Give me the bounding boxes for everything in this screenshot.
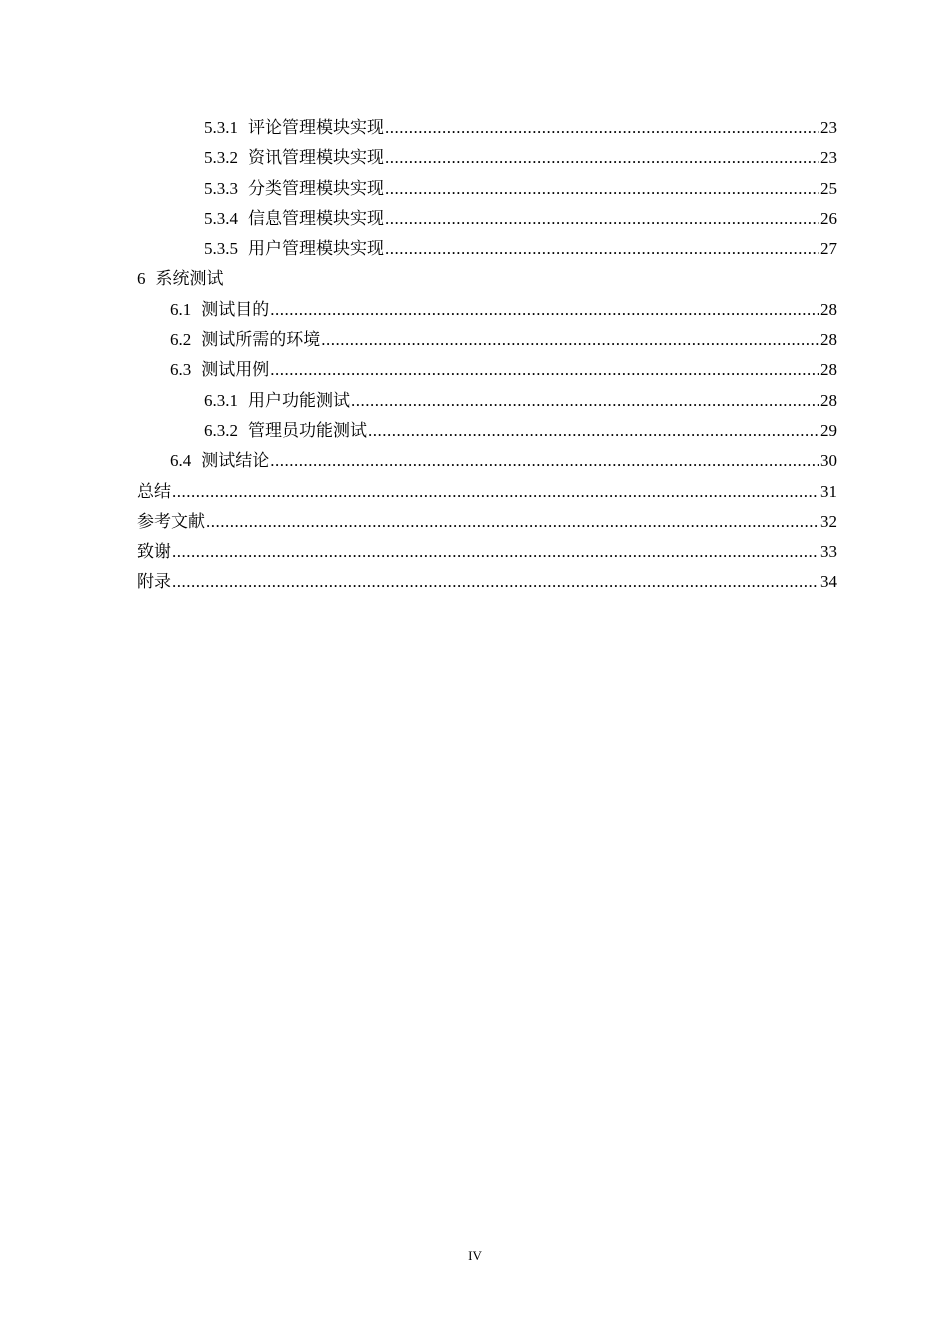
toc-entry-number: 6.1	[170, 299, 192, 319]
toc-entry-page: 30	[820, 451, 837, 471]
toc-entry-title: 总结	[137, 481, 171, 501]
toc-entry-page: 25	[820, 178, 837, 198]
toc-entry-page: 33	[820, 542, 837, 562]
toc-dot-leader	[172, 477, 819, 507]
toc-dot-leader	[172, 537, 819, 567]
toc-entry[interactable]	[137, 174, 837, 204]
toc-entry-page: 29	[820, 420, 837, 440]
toc-entry-number: 5.3.5	[204, 239, 238, 259]
toc-dot-leader	[385, 113, 819, 143]
toc-entry[interactable]	[137, 537, 837, 567]
toc-entry-number: 5.3.3	[204, 178, 238, 198]
toc-entry-page: 23	[820, 148, 837, 168]
toc-entry[interactable]	[137, 295, 837, 325]
toc-entry-title: 测试用例	[201, 360, 270, 380]
toc-dot-leader	[270, 295, 819, 325]
toc-dot-leader	[172, 567, 819, 597]
toc-entry[interactable]	[137, 113, 837, 143]
toc-entry-number: 6.2	[170, 330, 192, 350]
toc-entry-title: 评论管理模块实现	[248, 118, 384, 137]
toc-entry[interactable]	[137, 446, 837, 476]
toc-entry-title: 信息管理模块实现	[248, 208, 384, 228]
toc-entry-number: 6.3	[170, 360, 192, 380]
toc-entry-title: 系统测试	[155, 269, 224, 289]
toc-dot-leader	[385, 204, 819, 234]
toc-entry-title: 测试目的	[201, 299, 270, 319]
toc-entry-title: 测试所需的环境	[201, 330, 321, 350]
toc-entry[interactable]	[137, 204, 837, 234]
toc-entry-title: 参考文献	[137, 511, 205, 531]
toc-entry-number: 6.3.1	[204, 390, 238, 410]
toc-entry-title: 用户管理模块实现	[248, 239, 384, 259]
toc-entry[interactable]	[137, 416, 837, 446]
toc-entry-title: 致谢	[137, 542, 171, 562]
toc-entry[interactable]	[137, 386, 837, 416]
toc-entry[interactable]	[137, 477, 837, 507]
toc-entry-page: 32	[820, 511, 837, 531]
toc-entry-page: 23	[820, 118, 837, 137]
toc-dot-leader	[321, 325, 819, 355]
toc-entry-title: 附录	[137, 572, 171, 592]
toc-entry[interactable]	[137, 355, 837, 385]
toc-dot-leader	[368, 416, 819, 446]
toc-entry-page: 28	[820, 330, 837, 350]
toc-dot-leader	[385, 143, 819, 173]
toc-dot-leader	[385, 234, 819, 264]
toc-entry-title: 分类管理模块实现	[248, 178, 384, 198]
toc-dot-leader	[385, 174, 819, 204]
toc-entry-number: 5.3.1	[204, 118, 238, 137]
toc-entry-number: 5.3.2	[204, 148, 238, 168]
toc-dot-leader	[270, 446, 819, 476]
toc-entry[interactable]	[137, 143, 837, 173]
toc-entry-number: 6.4	[170, 451, 192, 471]
table-of-contents	[137, 113, 837, 598]
toc-entry-title: 用户功能测试	[248, 390, 350, 410]
toc-entry[interactable]	[137, 264, 837, 294]
toc-entry-title: 资讯管理模块实现	[248, 148, 384, 168]
toc-entry-title: 测试结论	[201, 451, 270, 471]
toc-entry[interactable]	[137, 507, 837, 537]
toc-entry-page: 34	[820, 572, 837, 592]
toc-dot-leader	[270, 355, 819, 385]
toc-dot-leader	[351, 386, 819, 416]
toc-entry-number: 6	[137, 269, 146, 289]
toc-entry-page: 28	[820, 299, 837, 319]
toc-entry-number: 5.3.4	[204, 208, 238, 228]
page-number: IV	[468, 1248, 482, 1263]
toc-entry-title: 管理员功能测试	[248, 420, 367, 440]
toc-entry-page: 28	[820, 360, 837, 380]
toc-entry[interactable]	[137, 567, 837, 597]
toc-entry[interactable]	[137, 234, 837, 264]
toc-entry-page: 26	[820, 208, 837, 228]
toc-entry[interactable]	[137, 325, 837, 355]
toc-entry-page: 27	[820, 239, 837, 259]
toc-entry-page: 31	[820, 481, 837, 501]
toc-entry-page: 28	[820, 390, 837, 410]
toc-dot-leader	[206, 507, 819, 537]
toc-entry-number: 6.3.2	[204, 420, 238, 440]
